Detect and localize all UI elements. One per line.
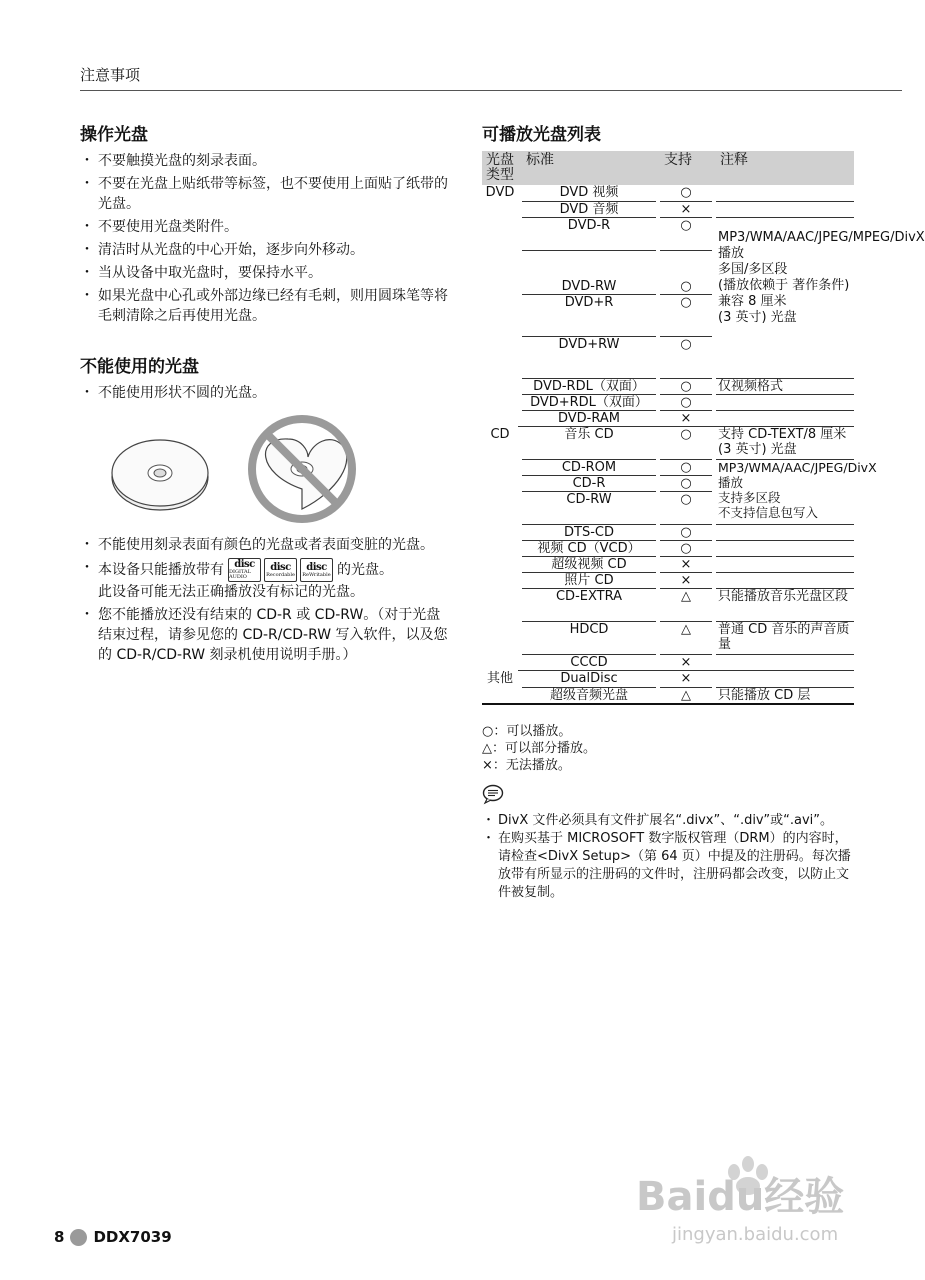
table-row: CD-R ○ (482, 476, 854, 492)
handling-title: 操作光盘 (80, 125, 148, 145)
table-row: DVD-RW ○ (482, 250, 854, 294)
dvd-notes: MP3/WMA/AAC/JPEG/MPEG/DivX 播放 多国/多区段 (播放依赖于 著作条件) 兼容 8 厘米 (3 英寸) 光盘 (716, 217, 854, 378)
list-item: ・ 清洁时从光盘的中心开始，逐步向外移动。 (80, 240, 450, 260)
table-row: 超级视频 CD × (482, 557, 854, 573)
table-header-row (482, 151, 854, 185)
disc-logo-text-line2: 此设备可能无法正确播放没有标记的光盘。 (98, 584, 364, 600)
legend-no: ×：无法播放。 (482, 758, 571, 773)
header-support: 支持 (660, 151, 712, 185)
list-item: ・ 不要在光盘上贴纸带等标签，也不要使用上面贴了纸带的光盘。 (80, 174, 450, 214)
list-item (80, 558, 450, 602)
round-disc-icon (112, 440, 208, 510)
type-dvd: DVD (485, 185, 515, 200)
header-rule (80, 90, 902, 91)
table-row: DVD+RDL（双面） ○ (482, 394, 854, 410)
heart-disc-prohibited-icon (252, 419, 352, 519)
model-name: DDX7039 (93, 1228, 172, 1246)
table-row: 视频 CD（VCD） ○ (482, 541, 854, 557)
table-row: CD-ROM ○ MP3/WMA/AAC/JPEG/DivX 播放 支持多区段 不支持信息包写入 (482, 460, 854, 476)
compact-disc-rewritable-logo: disc ReWritable (300, 558, 333, 582)
disc-logo-text-post: 的光盘。 (337, 562, 393, 578)
memo-section (482, 784, 854, 902)
unusable-list-1 (80, 383, 450, 403)
table-row: DVD DVD 视频 ○ (482, 185, 854, 201)
table-row: DVD-RDL（双面） ○ 仅视频格式 (482, 378, 854, 394)
playable-discs-table (482, 151, 925, 703)
list-item: ・ 当从设备中取光盘时，要保持水平。 (80, 263, 450, 283)
disc-logos (228, 558, 333, 582)
list-item: ・ 不要触摸光盘的刻录表面。 (80, 151, 450, 171)
right-column (482, 120, 925, 902)
list-item: ・ 不能使用刻录表面有颜色的光盘或者表面变脏的光盘。 (80, 535, 450, 555)
table-row: DVD-RAM × (482, 410, 854, 426)
header-notes: 注释 (716, 151, 854, 185)
unusable-list-2 (80, 535, 450, 665)
legend-ok: ○：可以播放。 (482, 724, 572, 739)
playable-discs-title: 可播放光盘列表 (482, 125, 601, 145)
list-item: ・ 您不能播放还没有结束的 CD-R 或 CD-RW。（对于光盘结束过程，请参见您的 CD-R/CD-RW 写入软件，以及您的 CD-R/CD-RW 刻录机使用说明手册。） (80, 605, 450, 665)
disc-illustration-svg (80, 417, 450, 525)
table-row: CD 音乐 CD ○ 支持 CD-TEXT/8 厘米 (3 英寸) 光盘 (482, 427, 854, 460)
table-row: HDCD △ 普通 CD 音乐的声音质量 (482, 622, 854, 655)
watermark-brand: Baidu经验 (636, 1174, 845, 1220)
page-number: 8 (54, 1228, 65, 1246)
left-column (80, 120, 450, 668)
table-row: CD-EXTRA △ 只能播放音乐光盘区段 (482, 589, 854, 622)
header-type: 光盘类型 (482, 151, 518, 185)
baidu-watermark (630, 1150, 880, 1250)
list-item: ・ 不要使用光盘类附件。 (80, 217, 450, 237)
table-row: CD-RW ○ (482, 492, 854, 525)
disc-illustrations (80, 417, 450, 525)
table-row: 超级音频光盘 △ 只能播放 CD 层 (549, 687, 811, 703)
table-row: DVD 音频 × (482, 201, 854, 217)
legend-partial: △：可以部分播放。 (482, 741, 596, 756)
page-footer (54, 1228, 172, 1246)
type-cd: CD (490, 426, 510, 442)
table-row: DVD+RW ○ (482, 336, 854, 378)
table-row: DVD-R ○ MP3/WMA/AAC/JPEG/MPEG/DivX 播放 多国/多区段 (播放依赖于 著作条件) 兼容 8 厘米 (3 英寸) 光盘 (482, 217, 854, 250)
type-other: 其他 (486, 671, 513, 686)
watermark-url: jingyan.baidu.com (672, 1224, 839, 1245)
support-legend (482, 723, 854, 774)
table-row: CCCD × (482, 655, 854, 671)
page-header-title: 注意事项 (80, 66, 141, 84)
table-row: DVD+R ○ (482, 294, 854, 336)
list-item: ・ DivX 文件必须具有文件扩展名“.divx”、“.div”或“.avi”。 (482, 812, 854, 830)
compact-disc-logo: disc DIGITAL AUDIO (228, 558, 261, 582)
list-item: ・ 不能使用形状不圆的光盘。 (80, 383, 450, 403)
list-item: ・ 在购买基于 MICROSOFT 数字版权管理（DRM）的内容时，请检查<DivX Setup>（第 64 页）中提及的注册码。每次播放带有所显示的注册码的文件时，注册码都会改变，以防止文件被复制。 (482, 830, 854, 902)
memo-icon (482, 784, 504, 804)
compact-disc-recordable-logo: disc Recordable (264, 558, 297, 582)
disc-logo-text-pre: 本设备只能播放带有 (98, 562, 224, 578)
cd-notes: MP3/WMA/AAC/JPEG/DivX 播放 支持多区段 不支持信息包写入 (716, 460, 854, 525)
table-row: DTS-CD ○ (482, 525, 854, 541)
memo-list (482, 812, 854, 902)
table-row: 照片 CD × (482, 573, 854, 589)
list-item: ・ 如果光盘中心孔或外部边缘已经有毛刺，则用圆珠笔等将毛刺清除之后再使用光盘。 (80, 286, 450, 326)
footer-dot-icon (70, 1229, 87, 1246)
handling-list (80, 151, 450, 326)
playable-discs-table-wrap (482, 151, 925, 705)
unusable-title: 不能使用的光盘 (80, 357, 199, 377)
header-standard: 标准 (522, 151, 656, 185)
table-row: 其他 DualDisc × (482, 671, 854, 687)
